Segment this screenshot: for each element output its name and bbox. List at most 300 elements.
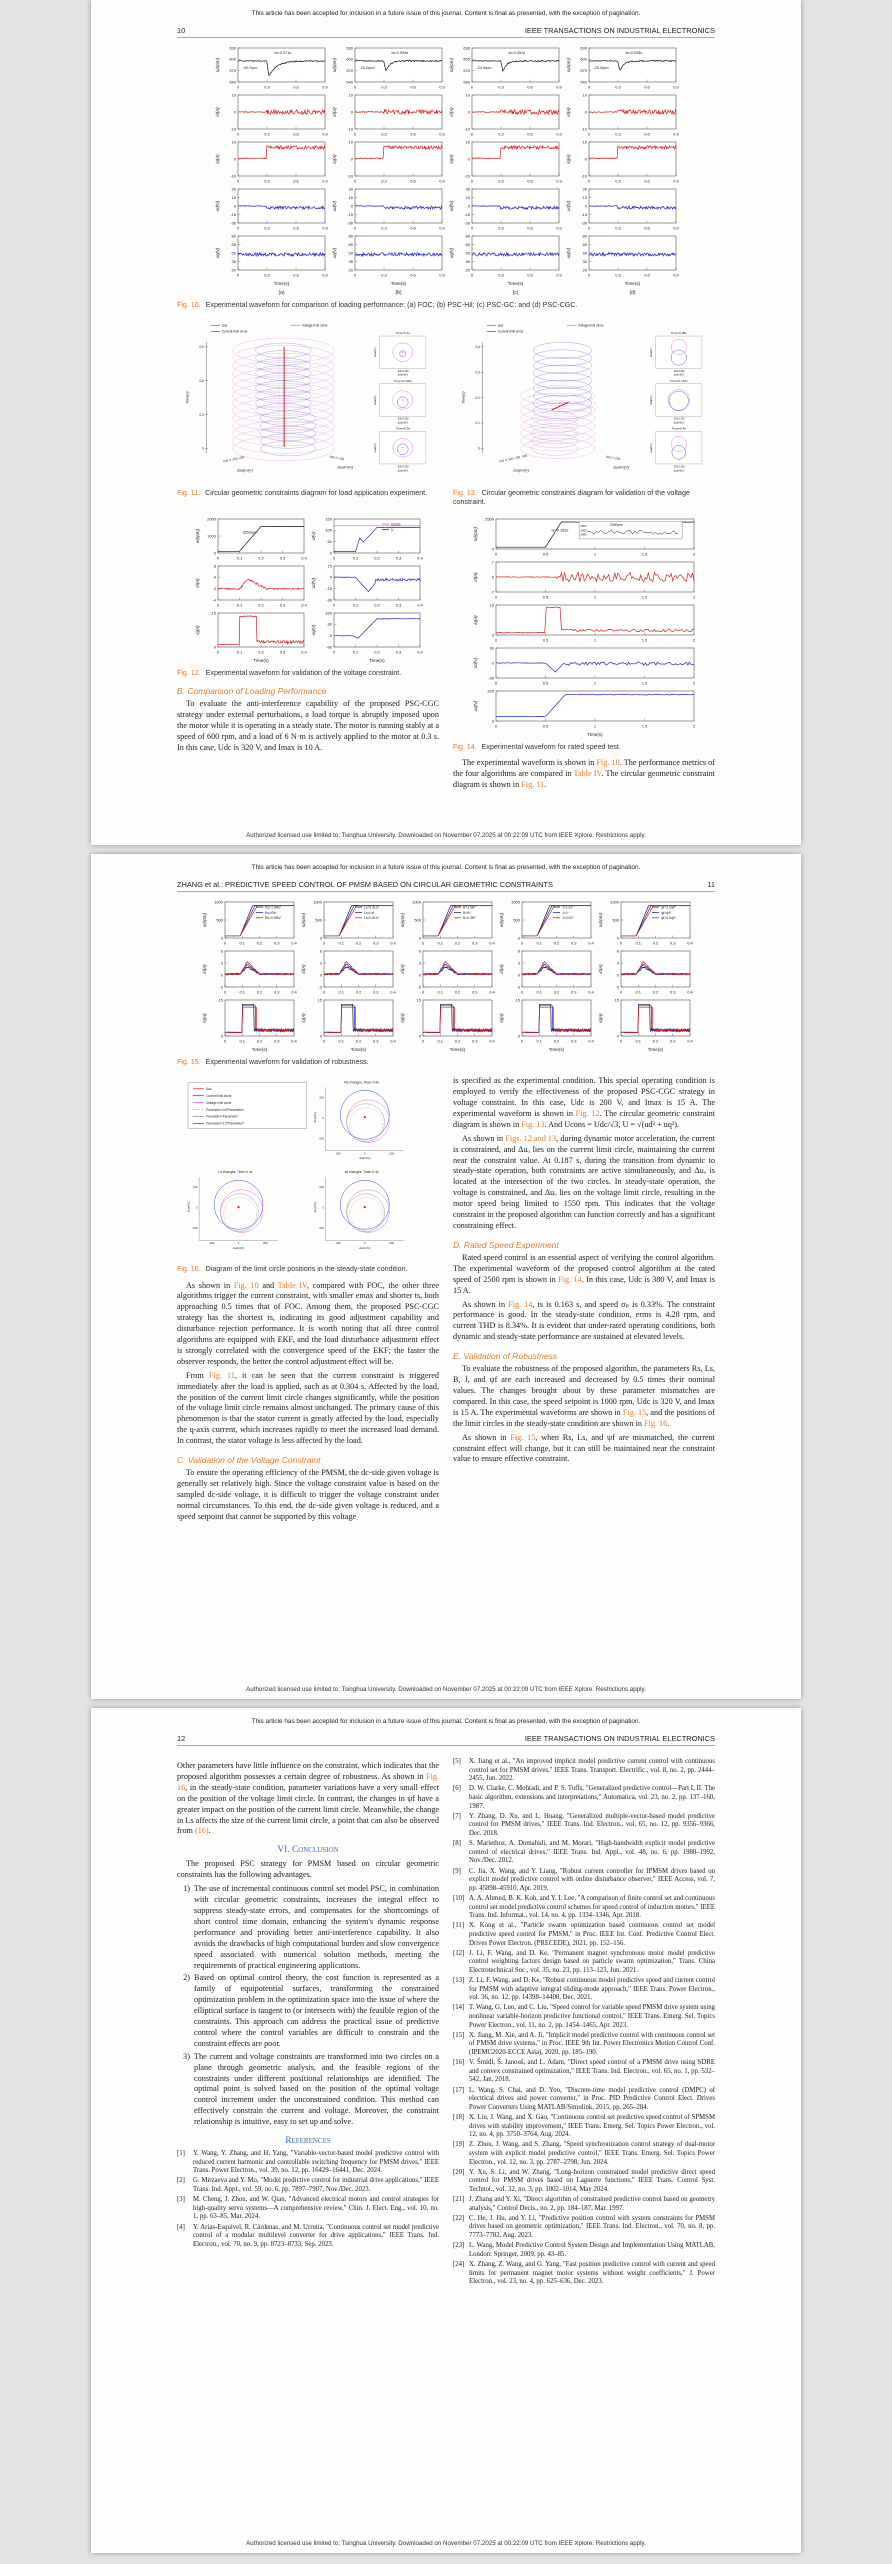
svg-text:-30: -30 [464,220,470,226]
license-footer: Authorized licensed use limited to: Tsinghua University. Downloaded on November 07,2025 at 00:22:09 UTC from IEEE Xplore. Restrictions apply. [246,1686,646,1693]
svg-text:Rs changes, Time=0.4s: Rs changes, Time=0.4s [344,1080,379,1085]
paragraph: As shown in Figs. 12 and 13, during dynamic motor acceleration, the current is constrained, and Δuₒ lies on the current limit circle, maintaining the current near the constraint value. At 0.187 s, during the transition from dynamic to steady-state operation, both constraints are active simultaneously, and Δuₒ is located at the intersection of the two circles. In steady-state operation, the voltage is constrained, and Δuₒ lies on the voltage limit circle, resulting in the motor speed being limited to 1550 rpm. This indicates that the voltage constraint in the proposed algorithm can function correctly and has a significant constraining effect. [453,1133,715,1230]
svg-text:uq(V): uq(V) [449,247,454,259]
svg-text:ts=0.163s: ts=0.163s [551,527,569,533]
fig10-plot-grid [91,44,801,297]
svg-text:0.1: 0.1 [238,989,245,995]
section-c-paragraph: To ensure the operating efficiency of the PMSM, the dc-side given voltage is generally set relatively high. Since the voltage constraint value is based on the sampled dc-side voltage, it is difficult to trigger the voltage constraint under normal circumstances. To this end, the dc-side given voltage is reduced, and a speed setpoint that cannot be supported by this voltage [177,1468,439,1521]
svg-text:0: 0 [319,972,322,978]
waveform-subplot [496,947,595,996]
waveform-subplot [446,185,563,232]
waveform-subplot [397,898,496,947]
svg-text:0.9: 0.9 [322,178,328,184]
svg-text:uq(V): uq(V) [311,624,316,636]
svg-text:0: 0 [329,633,332,639]
svg-text:B=1.5B*: B=1.5B* [462,905,476,910]
svg-text:10: 10 [348,92,353,98]
svg-text:2: 2 [692,680,696,686]
citation-link[interactable]: Fig. 16 [177,1771,439,1792]
svg-text:-200 0 200: -200 0 200 [672,370,685,374]
section-d-heading: D. Rated Speed Experiment [453,1239,559,1250]
svg-text:J=1.5J*: J=1.5J* [561,905,573,910]
svg-text:0: 0 [470,225,474,231]
svg-text:0.6: 0.6 [293,178,299,184]
reference-item: [10] A. A. Ahmed, B. K. Koh, and Y. I. Lee, "A comparison of finite control set and continuous control set model predictive control schemes for speed control of induction motors," IEEE Trans. Ind. Informat., vol. 14, no. 4, pp. 1334–1346, Apr. 2018. [453,1894,715,1920]
svg-text:-200 0 200: -200 0 200 [396,370,409,374]
svg-text:150: 150 [325,516,332,522]
svg-text:ψf=ψf*: ψf=ψf* [660,910,671,915]
fig11-3d-constraints [177,316,439,479]
svg-text:0.3: 0.3 [381,84,387,90]
svg-text:B=B*: B=B* [462,910,471,915]
svg-text:0.2: 0.2 [553,940,559,946]
citation-link[interactable]: Table IV [277,1280,307,1290]
waveform-subplot [192,562,308,609]
waveform-subplot [192,515,308,562]
svg-text:Δuqm(V): Δuqm(V) [373,347,377,358]
svg-text:0.3: 0.3 [498,131,504,137]
svg-text:Time=0.05s: Time=0.05s [670,331,687,336]
conclusion-item: 2) Based on optimal control theory, the cost function is represented as a family of equipotential surfaces, transforming the constrained optimization problem in the optimization space into the issue of where the elliptical surface is tangent to (or intersects with) the feasible region of the constraints. This approach can address the practical issue of predictive control where the control variables are difficult to constrain and the constraint effects are poor. [183,1973,439,2048]
acceptance-notice: This article has been accepted for inclusion in a future issue of this journal. Content is final as presented, with the exception of pagination. [251,10,641,17]
svg-text:-80: -80 [326,644,332,650]
svg-text:0: 0 [233,203,236,209]
citation-link[interactable]: Fig. 13 [521,1119,545,1129]
reference-item: [19] Z. Zhou, J. Wang, and S. Zhang, "Speed synchronization control strategy of dual-motor system with explicit model predictive control," IEEE Trans. Emerg. Sel. Topics Power Electron., vol. 12, no. 3, pp. 2787–2798, Jun. 2024. [453,2141,715,2166]
figure-13 [453,316,715,513]
svg-text:0: 0 [353,178,357,184]
section-c-heading: C. Validation of the Voltage Constraint [177,1455,321,1466]
svg-text:500: 500 [413,917,421,923]
svg-text:2500rpm: 2500rpm [610,523,624,528]
waveform-subplot [212,138,329,185]
svg-text:0: 0 [584,156,587,162]
svg-text:0.3: 0.3 [381,225,387,231]
svg-text:6: 6 [418,948,421,954]
svg-text:600: 600 [346,56,353,62]
svg-text:100: 100 [193,1186,198,1190]
waveform-subplot [298,898,397,947]
citation-link[interactable]: Fig. 11 [208,1370,235,1380]
page2-right-column [453,1073,715,1525]
svg-text:0: 0 [223,1038,226,1044]
svg-text:15: 15 [231,194,236,200]
svg-text:0.6: 0.6 [293,225,299,231]
svg-text:0.3: 0.3 [615,84,621,90]
svg-text:0: 0 [467,156,470,162]
svg-text:10: 10 [231,92,236,98]
svg-text:0.1: 0.1 [535,1038,542,1044]
svg-text:ud(V): ud(V) [473,657,478,669]
svg-text:0: 0 [421,989,424,995]
svg-text:0.3: 0.3 [279,602,286,608]
svg-text:630: 630 [463,45,470,51]
svg-text:Time(s): Time(s) [587,732,603,738]
svg-text:Δuqm(V): Δuqm(V) [313,1112,317,1123]
reference-item: [9] C. Jia, X. Wang, and Y. Liang, "Robust current controller for IPMSM drives based on explicit model predictive control with online disturbance observer," IEEE Access, vol. 7, pp. 45898–45910, Apr. 2019. [453,1867,715,1892]
svg-text:1000: 1000 [213,899,223,905]
svg-text:0.4: 0.4 [389,1038,396,1044]
waveform-subplot [496,898,595,947]
svg-text:15: 15 [614,997,619,1003]
svg-text:ud(V): ud(V) [332,200,337,212]
svg-text:0: 0 [237,1242,240,1246]
svg-text:1.5: 1.5 [641,723,648,729]
svg-text:0: 0 [216,555,220,561]
svg-text:0.3: 0.3 [498,272,504,278]
svg-text:0.1: 0.1 [337,1038,344,1044]
svg-text:0.6: 0.6 [410,178,416,184]
svg-text:30: 30 [348,186,353,192]
citation-link[interactable]: Fig. 14 [508,1299,533,1309]
svg-text:0.9: 0.9 [322,84,328,90]
svg-text:Ls=0.5Ls*: Ls=0.5Ls* [363,916,379,921]
svg-text:0.4: 0.4 [417,602,423,608]
svg-text:0: 0 [350,156,353,162]
svg-text:0: 0 [236,225,240,231]
svg-text:0.3: 0.3 [570,940,577,946]
svg-text:0: 0 [216,602,220,608]
svg-text:0.6: 0.6 [644,225,650,231]
svg-text:100: 100 [319,1186,324,1190]
page1-left-column [177,515,439,794]
svg-text:0.4: 0.4 [587,989,594,995]
svg-text:0: 0 [233,156,236,162]
citation-link[interactable]: Figs. 12 and 13 [505,1133,557,1143]
svg-text:10: 10 [465,139,470,145]
svg-text:ud(V): ud(V) [215,200,220,212]
svg-text:100: 100 [325,527,332,533]
svg-text:0.1: 0.1 [236,602,243,608]
svg-text:1.5: 1.5 [641,551,648,557]
svg-text:Current limit circle: Current limit circle [497,329,524,334]
svg-text:15: 15 [348,194,353,200]
svg-text:0: 0 [616,1033,619,1039]
svg-text:15: 15 [327,563,332,569]
svg-text:50: 50 [582,250,587,256]
svg-text:ts=0.028s: ts=0.028s [625,51,643,55]
svg-text:20: 20 [231,267,236,273]
svg-text:0.2: 0.2 [475,396,480,401]
page-number: 11 [707,880,715,889]
svg-text:0.9: 0.9 [556,272,562,278]
svg-text:0: 0 [494,680,498,686]
svg-text:50: 50 [231,250,236,256]
svg-text:Time(s): Time(s) [507,281,524,286]
svg-text:0.6: 0.6 [410,84,416,90]
svg-text:500: 500 [314,917,322,923]
svg-text:200 0 -200: 200 0 -200 [329,455,345,462]
svg-text:0.6: 0.6 [527,225,533,231]
svg-text:100 0 -100 -200: 100 0 -100 -200 [222,455,245,464]
svg-text:0.6: 0.6 [644,84,650,90]
svg-text:0.9: 0.9 [556,84,562,90]
citation-link[interactable]: Table IV [573,769,602,779]
svg-text:0.4: 0.4 [417,555,423,561]
svg-text:0.4: 0.4 [290,940,297,946]
waveform-subplot [298,996,397,1054]
svg-text:(a): (a) [278,290,285,296]
svg-text:0.1: 0.1 [535,940,542,946]
svg-text:0.3: 0.3 [669,940,676,946]
svg-text:0.3: 0.3 [279,555,286,561]
svg-text:30: 30 [582,186,587,192]
waveform-subplot [446,44,563,91]
svg-text:0.4: 0.4 [686,989,693,995]
svg-text:0: 0 [421,1038,424,1044]
svg-text:15: 15 [582,194,587,200]
svg-text:Time(s): Time(s) [548,1047,564,1052]
svg-text:Δudm(V): Δudm(V) [613,464,630,470]
svg-text:-200 0 200: -200 0 200 [396,465,409,469]
svg-text:0.5: 0.5 [542,594,549,600]
svg-text:-10: -10 [230,173,236,179]
svg-text:1000: 1000 [510,899,520,905]
waveform-subplot [563,138,680,185]
svg-text:80: 80 [465,233,470,239]
reference-item: [1] Y. Wang, Y. Zhang, and H. Yang, "Variable-vector-based model predictive control with reduced current harmonic and controllable switching frequency for PMSM drives," IEEE Trans. Power Electron., vol. 39, no. 12, pp. 16429–16441, Dec. 2024. [177,2150,439,2175]
svg-text:570: 570 [229,68,236,74]
svg-text:600: 600 [463,56,470,62]
reference-item: [13] Z. Li, F. Wang, and D. Ke, "Robust continuous model predictive speed and current control for PMSM with adaptive integral sliding-mode approach," IEEE Trans. Power Electron., vol. 36, no. 12, pp. 14398–14408, Dec. 2021. [453,1977,715,2002]
svg-text:0.1: 0.1 [238,1038,245,1044]
svg-text:30: 30 [231,186,236,192]
svg-text:Time(s): Time(s) [350,1047,366,1052]
waveform-subplot [199,898,298,947]
svg-text:0.9: 0.9 [673,178,679,184]
svg-text:0.6: 0.6 [199,379,204,384]
svg-text:0.3: 0.3 [264,131,270,137]
svg-text:0: 0 [223,989,226,995]
svg-text:0: 0 [421,940,424,946]
svg-text:10: 10 [465,92,470,98]
svg-text:0.3: 0.3 [381,131,387,137]
svg-text:Parameter=1.5*Parameter*: Parameter=1.5*Parameter* [206,1121,245,1126]
svg-text:0: 0 [520,1038,523,1044]
svg-text:10: 10 [348,139,353,145]
svg-text:-10: -10 [464,173,470,179]
waveform-subplot [595,996,694,1054]
svg-text:-4: -4 [212,597,216,603]
fig16-caption: Fig. 16. Diagram of the limit circle positions in the steady-state condition. [177,1265,408,1274]
waveform-subplot [470,644,698,687]
svg-text:2: 2 [692,594,696,600]
svg-text:0.4: 0.4 [417,649,423,655]
conclusion-list [177,1884,439,2128]
svg-text:0.1: 0.1 [634,940,641,946]
citation-link[interactable]: Fig. 14 [558,1274,582,1284]
svg-text:200: 200 [487,688,494,694]
svg-text:80: 80 [348,233,353,239]
fig12-caption: Fig. 12. Experimental waveform for validation of the voltage constraint. [177,669,402,678]
svg-text:ω(rpm): ω(rpm) [201,913,207,927]
reference-item: [3] M. Cheng, J. Zhou, and W. Qian, "Advanced electrical motors and control strategies for high-quality servo systems—A comprehensive review," Chin. J. Elect. Eng., vol. 10, no. 1, pp. 63–85, Mar. 2024. [177,2196,439,2221]
citation-link[interactable]: Fig. 10 [233,1280,259,1290]
svg-text:0.2: 0.2 [355,1038,361,1044]
svg-text:iq(A): iq(A) [566,154,571,164]
svg-text:-200 0 200: -200 0 200 [672,465,685,469]
reference-item: [6] D. W. Clarke, C. Mohtadi, and P. S. Tuffs, "Generalized predictive control—Part I, II. The basic algorithm, extensions and interpretations," Automatica, vol. 23, no. 2, pp. 137–160, 1987. [453,1785,715,1810]
fig15-caption: Fig. 15. Experimental waveform for validation of robustness. [177,1058,369,1066]
svg-text:0.6: 0.6 [527,131,533,137]
svg-text:200: 200 [389,1152,394,1156]
reference-item: [5] X. Jiang et al., "An improved implicit model predictive current control with continuous control set for PMSM drives," IEEE Trans. Transport. Electrific., vol. 8, no. 2, pp. 2444–2455, Jun. 2022. [453,1758,715,1783]
svg-text:0.3: 0.3 [372,940,379,946]
page1-right-paragraph: The experimental waveform is shown in Fig. 10. The performance metrics of the four algorithms are compared in Table IV. The circular geometric constraint diagram is shown in Fig. 11. [453,758,715,790]
svg-text:ud(V): ud(V) [449,200,454,212]
svg-text:2: 2 [692,551,696,557]
citation-link[interactable]: Fig. 12 [575,1108,600,1118]
figure-11 [177,316,439,513]
svg-text:ω(rpm): ω(rpm) [195,529,200,543]
waveform-subplot [308,515,424,562]
svg-text:0.6: 0.6 [293,131,299,137]
svg-text:-30: -30 [326,597,332,603]
svg-text:0: 0 [470,84,474,90]
svg-text:0.3: 0.3 [570,989,577,995]
svg-text:2520: 2520 [580,524,587,529]
svg-text:0: 0 [233,109,236,115]
svg-text:0: 0 [584,203,587,209]
license-footer: Authorized licensed use limited to: Tsinghua University. Downloaded on November 07,2025 at 00:22:09 UTC from IEEE Xplore. Restrictions apply. [246,832,646,839]
svg-text:0: 0 [216,649,220,655]
reference-item: [21] J. Zhang and Y. Xi, "Direct algorithm of constrained predictive control based on geometry analysis," Control Decis., no. 2, pp. 184–187, Mar. 1997. [453,2196,715,2212]
fig10-caption-text: Experimental waveform for comparison of loading performance: (a) FOC; (b) PSC-Hil; (c) PSC-GC; and (d) PSC-CGC. [205,301,578,309]
svg-text:200: 200 [389,1242,394,1246]
svg-text:-15: -15 [347,211,353,217]
svg-text:18: 18 [489,602,494,608]
reference-item: [11] X. Kong et al., "Particle swarm optimization based continuous control set model predictive speed control for PMSM," in Proc. IEEE Int. Conf. Predictive Control Elect. Drives Power Electron. (PRECEDE), 2021, pp. 152–156. [453,1922,715,1947]
svg-text:0.3: 0.3 [199,413,204,418]
svg-text:Time(s): Time(s) [449,1047,465,1052]
paragraph: As shown in Fig. 10 and Table IV, compared with FOC, the other three algorithms trigger the current constraint, with smaller emax and shorter ts, both approaching 0.5 times that of FOC. Among them, the proposed PSC-CGC strategy has the shortest ts, indicating its good adjustment capability and disturbance rejection performance. It is worth noting that all three control algorithms are equipped with EKF, and the load disturbance adjustment effect is strongly correlated with the convergence speed of the EKF; the faster the observer responds, the better the control adjustment effect will be. [177,1280,439,1366]
waveform-subplot [595,898,694,947]
svg-text:Δuqm(V): Δuqm(V) [513,467,529,473]
svg-text:-49.7rpm: -49.7rpm [242,66,258,71]
svg-text:iq(A): iq(A) [195,625,200,635]
svg-text:1000: 1000 [411,899,421,905]
svg-text:ψf=0.5ψf*: ψf=0.5ψf* [660,916,676,921]
svg-text:0.4: 0.4 [686,1038,693,1044]
svg-text:0.1: 0.1 [436,1038,443,1044]
svg-text:Time=0.304s: Time=0.304s [393,379,412,384]
fig13-caption: Fig. 13. Circular geometric constraints diagram for validation of the voltage constraint. [453,488,690,506]
svg-text:0: 0 [494,723,498,729]
svg-text:0.5: 0.5 [542,551,549,557]
reference-item: [8] S. Mariethoz, A. Domahidi, and M. Morari, "High-bandwidth explicit model predictive control of electrical drives," IEEE Trans. Ind. Appl., vol. 48, no. 6, pp. 1980–1992, Nov./Dec. 2012. [453,1840,715,1865]
svg-text:0.2: 0.2 [258,649,264,655]
svg-text:0.9: 0.9 [673,272,679,278]
svg-text:Δus: Δus [206,1087,212,1092]
citation-link[interactable]: Fig. 16 [644,1418,668,1428]
svg-text:0.9: 0.9 [439,178,445,184]
citation-link[interactable]: (16) [194,1826,209,1836]
svg-text:Time=0.1s: Time=0.1s [395,331,410,336]
svg-text:0: 0 [520,940,523,946]
waveform-subplot [212,44,329,91]
svg-text:ud(V): ud(V) [311,577,316,589]
svg-text:35: 35 [348,258,353,264]
section-d-paragraph: Rated speed control is an essential aspect of verifying the control algorithm. The experimental waveform of the proposed control algorithm at the rated speed of 2500 rpm is shown in Fig. 14. In this case, Udc is 380 V, and Imax is 15 A. [453,1252,715,1295]
citation-link[interactable]: Fig. 15 [622,1407,647,1417]
fig12-plot-grid [177,515,439,665]
reference-list-left [177,2150,439,2249]
svg-text:Time(s): Time(s) [461,391,466,405]
svg-text:0.2: 0.2 [256,940,262,946]
svg-text:Parameter=Parameter*: Parameter=Parameter* [206,1114,239,1119]
svg-text:iq(A): iq(A) [473,615,478,625]
svg-text:0.9: 0.9 [439,84,445,90]
svg-text:-3: -3 [416,984,421,990]
citation-link[interactable]: Fig. 15 [510,1432,536,1442]
svg-text:0.2: 0.2 [374,555,380,561]
svg-text:ω(rpm): ω(rpm) [300,913,306,927]
svg-text:100: 100 [319,1096,324,1100]
svg-text:0: 0 [236,272,240,278]
svg-text:0.3: 0.3 [264,225,270,231]
svg-text:Δudm(V): Δudm(V) [397,421,408,425]
svg-text:160: 160 [325,610,332,616]
svg-text:Voltage limit circle: Voltage limit circle [301,323,328,328]
svg-text:0.3: 0.3 [570,1038,577,1044]
conclusion-intro: The proposed PSC strategy for PMSM based on circular geometric constraints has the following advantages. [177,1859,439,1880]
svg-text:ω(rpm): ω(rpm) [498,913,504,927]
citation-link[interactable]: Fig. 11 [521,780,545,790]
svg-text:0: 0 [619,940,622,946]
svg-text:-200: -200 [335,1152,341,1156]
svg-text:0.1: 0.1 [337,989,344,995]
svg-text:15: 15 [416,997,421,1003]
waveform-subplot [308,562,424,609]
svg-text:iq(A): iq(A) [300,1013,306,1023]
svg-text:J=J*: J=J* [561,910,569,915]
svg-text:1550rpm: 1550rpm [242,529,258,535]
svg-text:0: 0 [353,225,357,231]
reference-list-right [453,1758,715,2287]
svg-text:B=0.5B*: B=0.5B* [462,916,476,921]
waveform-subplot [496,996,595,1054]
svg-text:630: 630 [580,45,587,51]
svg-text:1: 1 [593,723,597,729]
svg-text:0.3: 0.3 [395,649,402,655]
svg-text:0.6: 0.6 [410,131,416,137]
svg-text:0: 0 [322,989,325,995]
svg-text:(b): (b) [395,290,402,296]
svg-text:Δudm(V): Δudm(V) [397,373,408,377]
svg-text:0.9: 0.9 [439,272,445,278]
svg-text:1000: 1000 [312,899,322,905]
svg-text:100 0 -100 -200 -300: 100 0 -100 -200 -300 [498,453,528,464]
svg-text:0: 0 [220,1033,223,1039]
svg-text:-15: -15 [464,211,470,217]
figure-15 [91,898,801,1067]
fig10-caption [177,301,715,310]
waveform-subplot [192,609,308,665]
svg-text:Time=0.4s: Time=0.4s [671,426,686,431]
reference-item: [15] X. Jiang, M. Xie, and A. Ji, "Implicit model predictive control with continuous control set of PMSM drive systems," in Proc. IEEE 9th Int. Power Electronics Motion Control Conf. (IPEMC2020-ECCE Asia), 2020, pp. 185–190. [453,2031,715,2056]
svg-text:3: 3 [517,960,520,966]
license-footer: Authorized licensed use limited to: Tsinghua University. Downloaded on November 07,2025 at 00:22:09 UTC from IEEE Xplore. Restrictions apply. [246,2540,646,2547]
svg-text:Rs=Rs*: Rs=Rs* [264,910,277,915]
citation-link[interactable]: Fig. 10 [596,758,620,768]
svg-text:0: 0 [587,225,591,231]
svg-text:1.5: 1.5 [641,680,648,686]
svg-text:0.4: 0.4 [389,940,396,946]
svg-text:0.3: 0.3 [264,84,270,90]
section-e-paragraph: To evaluate the robustness of the proposed algorithm, the parameters Rs, Ls, B, J, and ψf are each increased and decreased by 0.5 times their nominal values. The changes brought about by these parameter mismatches are compared. In this case, the speed setpoint is 1000 rpm, Udc is 320 V, and Imax is 15 A. The experimental waveforms are shown in Fig. 15, and the positions of the limit circles in the steady-state condition are shown in Fig. 16. [453,1364,715,1428]
svg-text:0: 0 [467,203,470,209]
svg-text:630: 630 [229,45,236,51]
